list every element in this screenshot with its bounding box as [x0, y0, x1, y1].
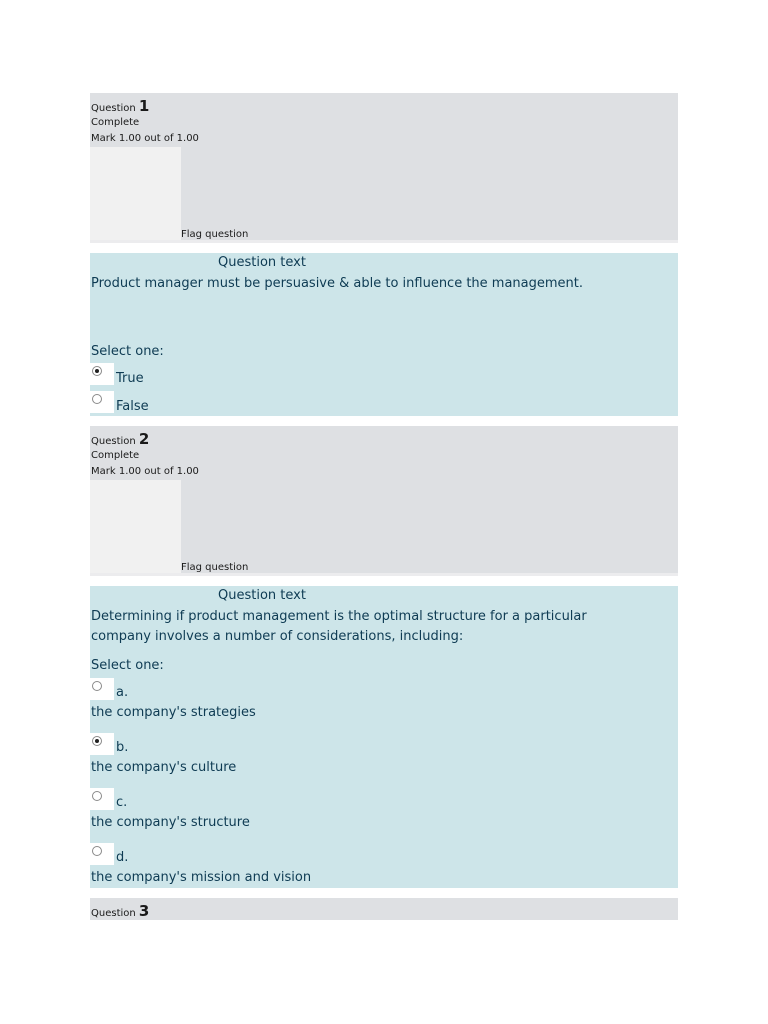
question-label: Question	[91, 908, 136, 919]
radio-checked-icon[interactable]	[92, 736, 102, 746]
question-text: Determining if product management is the optimal structure for a particular company involves a number of considerations, including:	[91, 609, 587, 644]
question-number	[91, 97, 149, 115]
question-number	[91, 902, 149, 920]
flag-question-link[interactable]: Flag question	[181, 229, 249, 240]
answer-option-true[interactable]	[90, 363, 114, 385]
answer-text-d[interactable]: the company's mission and vision	[91, 870, 312, 885]
answer-option-d[interactable]	[90, 843, 114, 865]
flag-placeholder	[90, 480, 181, 573]
radio-unchecked-icon[interactable]	[92, 681, 102, 691]
divider	[90, 240, 678, 243]
radio-unchecked-icon[interactable]	[92, 791, 102, 801]
question-3-info	[90, 898, 678, 920]
answer-label-true[interactable]: True	[116, 371, 144, 386]
answer-text-a[interactable]: the company's strategies	[91, 705, 256, 720]
question-text: Product manager must be persuasive & able to influence the management.	[91, 276, 584, 291]
answer-option-false[interactable]	[90, 391, 114, 413]
divider	[90, 573, 678, 576]
question-number-value: 1	[138, 97, 150, 115]
question-grade: Mark 1.00 out of 1.00	[91, 133, 199, 144]
question-2-info	[90, 426, 678, 576]
question-text-heading: Question text	[218, 588, 306, 603]
answer-label-false[interactable]: False	[116, 399, 149, 414]
answer-text-b[interactable]: the company's culture	[91, 760, 237, 775]
question-number-value: 2	[138, 430, 150, 448]
answer-text-c[interactable]: the company's structure	[91, 815, 250, 830]
flag-placeholder	[90, 147, 181, 240]
radio-checked-icon[interactable]	[92, 366, 102, 376]
radio-unchecked-icon[interactable]	[92, 394, 102, 404]
answer-option-b[interactable]	[90, 733, 114, 755]
question-text-heading: Question text	[218, 253, 678, 273]
question-number	[91, 430, 149, 448]
flag-question-link[interactable]: Flag question	[181, 562, 249, 573]
answer-option-a[interactable]	[90, 678, 114, 700]
question-1-content	[90, 253, 678, 416]
answer-letter-c[interactable]: c.	[116, 795, 128, 810]
answer-letter-b[interactable]: b.	[116, 740, 129, 755]
question-state: Complete	[91, 450, 140, 461]
answer-letter-a[interactable]: a.	[116, 685, 129, 700]
question-number-value: 3	[138, 902, 150, 920]
question-state: Complete	[91, 117, 140, 128]
select-one-prompt: Select one:	[91, 658, 164, 673]
question-1-info	[90, 93, 678, 243]
question-label: Question	[91, 103, 136, 114]
question-2-content	[90, 586, 678, 888]
answer-letter-d[interactable]: d.	[116, 850, 129, 865]
answer-option-c[interactable]	[90, 788, 114, 810]
select-one-prompt: Select one:	[91, 344, 164, 359]
radio-unchecked-icon[interactable]	[92, 846, 102, 856]
question-label: Question	[91, 436, 136, 447]
question-grade: Mark 1.00 out of 1.00	[91, 466, 199, 477]
